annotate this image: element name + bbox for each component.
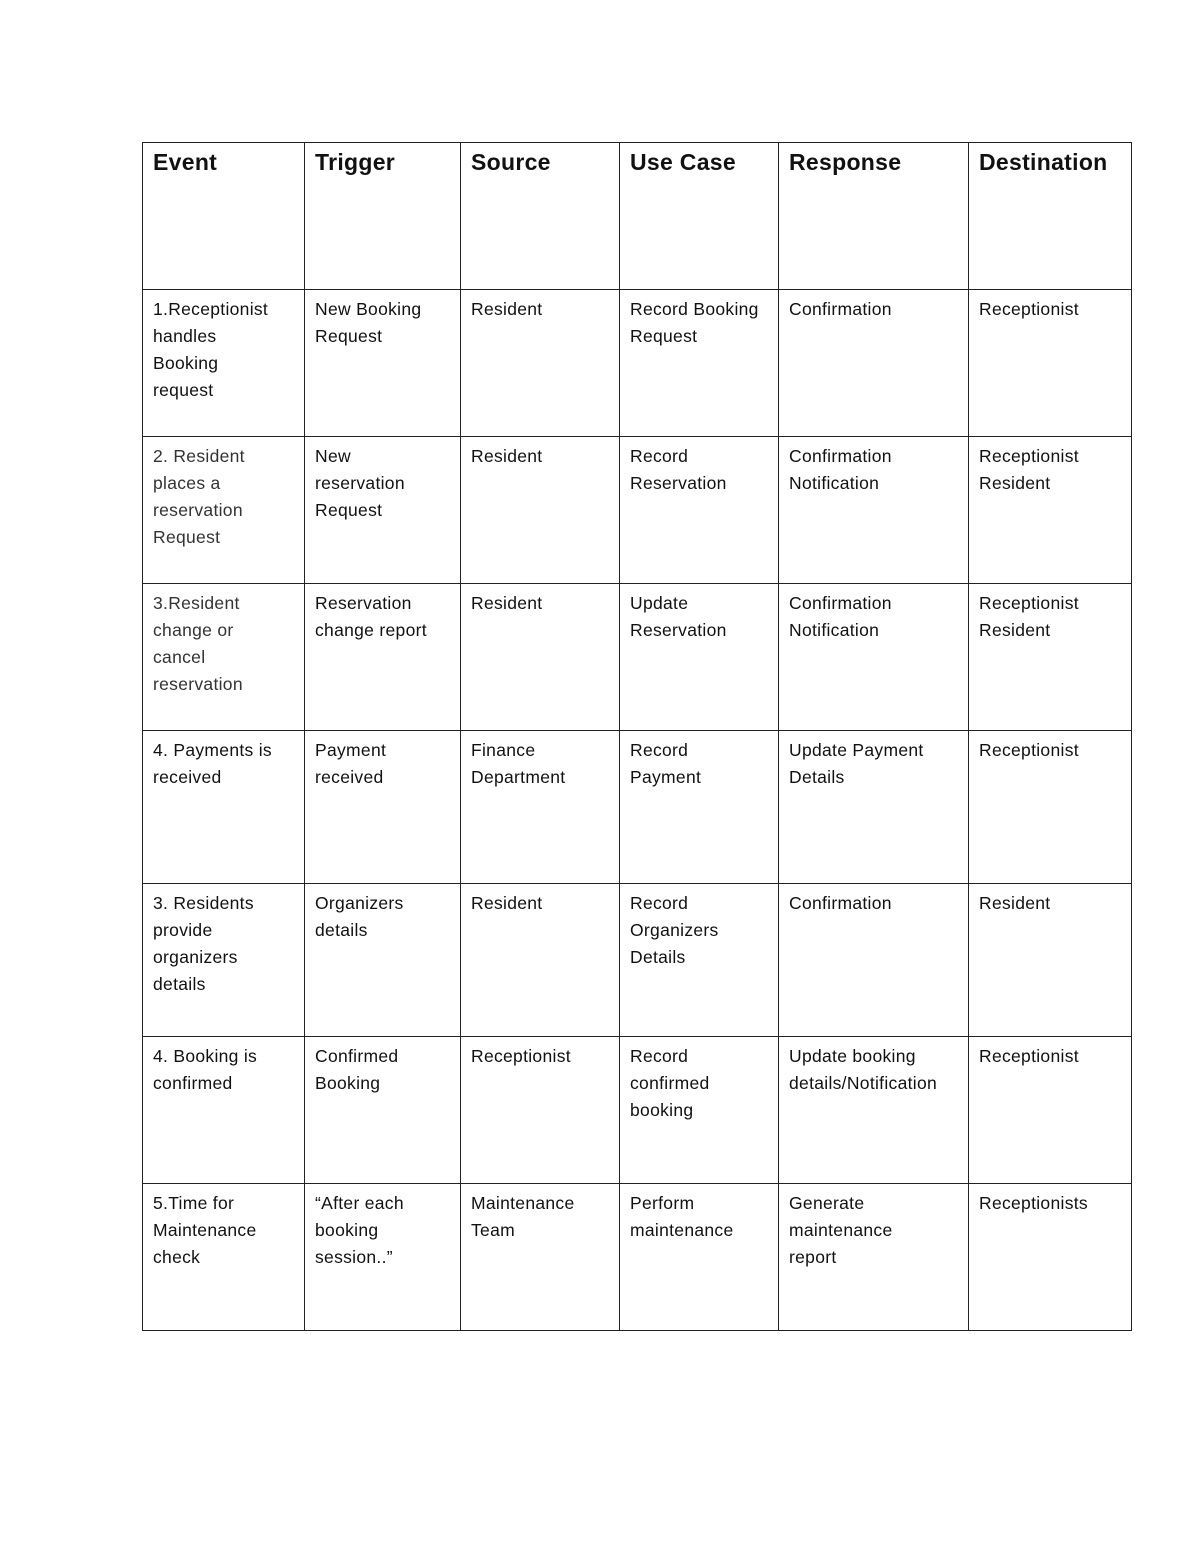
- event-table: [142, 142, 1132, 1331]
- source-cell: Resident: [461, 584, 620, 731]
- use-case-cell: Record Booking Request: [620, 290, 779, 437]
- destination-cell: Resident: [969, 884, 1132, 1037]
- source-cell: Resident: [461, 290, 620, 437]
- trigger-cell: New reservation Request: [305, 437, 461, 584]
- header-trigger: Trigger: [305, 143, 461, 290]
- event-cell: 1.Receptionist handles Booking request: [143, 290, 305, 437]
- event-cell: 4. Payments is received: [143, 731, 305, 884]
- source-cell: Finance Department: [461, 731, 620, 884]
- table-row: [143, 731, 1132, 884]
- response-cell: Generate maintenance report: [779, 1184, 969, 1331]
- source-cell: Receptionist: [461, 1037, 620, 1184]
- table-row: [143, 584, 1132, 731]
- table-row: [143, 290, 1132, 437]
- destination-cell: Receptionist: [969, 731, 1132, 884]
- destination-cell: Receptionists: [969, 1184, 1132, 1331]
- trigger-cell: New Booking Request: [305, 290, 461, 437]
- use-case-cell: Update Reservation: [620, 584, 779, 731]
- trigger-cell: Confirmed Booking: [305, 1037, 461, 1184]
- use-case-cell: Record confirmed booking: [620, 1037, 779, 1184]
- response-cell: Confirmation: [779, 290, 969, 437]
- response-cell: Confirmation Notification: [779, 437, 969, 584]
- event-cell: 2. Resident places a reservation Request: [143, 437, 305, 584]
- source-cell: Resident: [461, 884, 620, 1037]
- event-cell: 4. Booking is confirmed: [143, 1037, 305, 1184]
- table-row: [143, 1184, 1132, 1331]
- header-destination: Destination: [969, 143, 1132, 290]
- use-case-cell: Record Reservation: [620, 437, 779, 584]
- destination-cell: Receptionist Resident: [969, 584, 1132, 731]
- destination-cell: Receptionist: [969, 290, 1132, 437]
- destination-cell: Receptionist Resident: [969, 437, 1132, 584]
- use-case-cell: Record Organizers Details: [620, 884, 779, 1037]
- trigger-cell: Organizers details: [305, 884, 461, 1037]
- table-row: [143, 1037, 1132, 1184]
- use-case-cell: Record Payment: [620, 731, 779, 884]
- response-cell: Update booking details/Notification: [779, 1037, 969, 1184]
- trigger-cell: “After each booking session..”: [305, 1184, 461, 1331]
- event-cell: 3.Resident change or cancel reservation: [143, 584, 305, 731]
- response-cell: Confirmation Notification: [779, 584, 969, 731]
- use-case-cell: Perform maintenance: [620, 1184, 779, 1331]
- destination-cell: Receptionist: [969, 1037, 1132, 1184]
- header-response: Response: [779, 143, 969, 290]
- event-cell: 5.Time for Maintenance check: [143, 1184, 305, 1331]
- response-cell: Update Payment Details: [779, 731, 969, 884]
- response-cell: Confirmation: [779, 884, 969, 1037]
- source-cell: Resident: [461, 437, 620, 584]
- header-source: Source: [461, 143, 620, 290]
- source-cell: Maintenance Team: [461, 1184, 620, 1331]
- header-event: Event: [143, 143, 305, 290]
- table-row: [143, 884, 1132, 1037]
- header-use-case: Use Case: [620, 143, 779, 290]
- trigger-cell: Payment received: [305, 731, 461, 884]
- table-row: [143, 437, 1132, 584]
- event-cell: 3. Residents provide organizers details: [143, 884, 305, 1037]
- table-header-row: [143, 143, 1132, 290]
- trigger-cell: Reservation change report: [305, 584, 461, 731]
